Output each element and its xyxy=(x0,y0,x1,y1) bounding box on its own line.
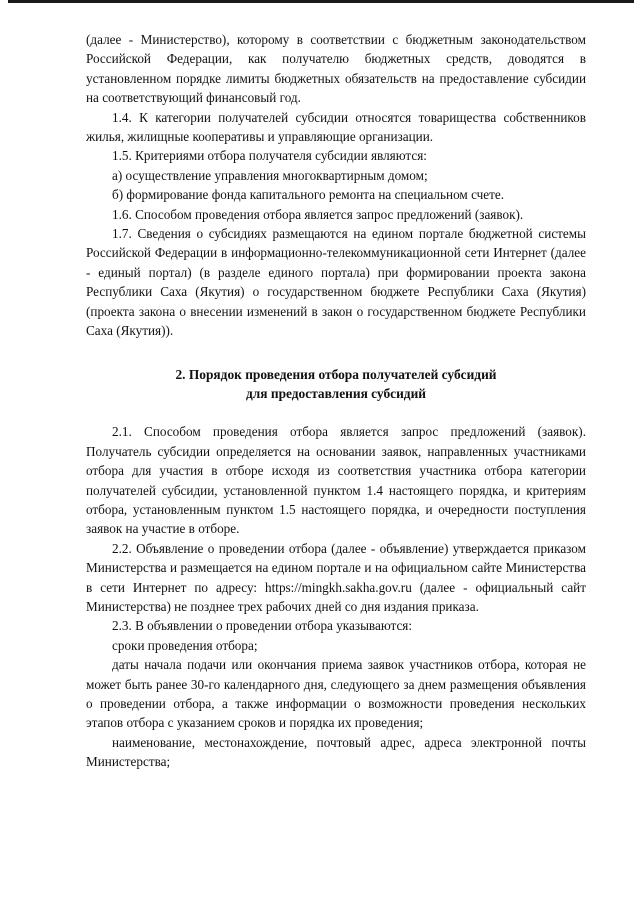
paragraph-1-5-a: а) осуществление управления многоквартирным домом; xyxy=(112,167,428,183)
section-2-heading xyxy=(86,365,586,404)
paragraph-1-7: 1.7. Сведения о субсидиях размещаются на едином портале бюджетной системы Российской Федерации в информационно-телекоммуникационной сети Интернет (далее - единый портал) (в разделе единого портала) при формировании проекта закона Республики Саха (Якутия) о государственном бюджете Республики Саха (Якутия) (проекта закона о внесении изменений в закон о государственном бюджете Республики Саха (Якутия)). xyxy=(86,226,586,339)
paragraph-2-3-dates: даты начала подачи или окончания приема заявок участников отбора, которая не может быть ранее 30-го календарного дня, следующего за днем размещения объявления о проведении отбора, а также информации о возможности проведения нескольких этапов отбора с указанием сроков и порядка их проведения; xyxy=(86,657,586,731)
section-2-title-line-2: для предоставления субсидий xyxy=(245,385,427,401)
paragraph-2-1: 2.1. Способом проведения отбора является запрос предложений (заявок). Получатель субсидии определяется на основании заявок, направленных участниками отбора для участия в отборе исходя из соответствия участника отбора категории получателей субсидии, установленной пунктом 1.4 настоящего порядка, и критериям отбора, установленным пунктом 1.5 настоящего порядка, и очередности поступления заявок на участие в отборе. xyxy=(86,424,586,537)
paragraph-2-2: 2.2. Объявление о проведении отбора (далее - объявление) утверждается приказом Министерства и размещается на едином портале и на официальном сайте Министерства в сети Интернет по адресу: https://mingkh.sakha.gov.ru (далее - официальный сайт Министерства) не позднее трех рабочих дней со дня издания приказа. xyxy=(86,540,586,614)
paragraph-2-3: 2.3. В объявлении о проведении отбора указываются: xyxy=(112,618,413,634)
paragraph-2-3-contacts: наименование, местонахождение, почтовый адрес, адреса электронной почты Министерства; xyxy=(86,734,586,770)
paragraph-ministry-continuation: (далее - Министерство), которому в соответствии с бюджетным законодательством Российской Федерации, как получателю бюджетных средств, доводятся в установленном порядке лимиты бюджетных обязательств на предоставление субсидии на соответствующий финансовый год. xyxy=(86,32,586,106)
paragraph-1-4: 1.4. К категории получателей субсидии относятся товарищества собственников жилья, жилищные кооперативы и управляющие организации. xyxy=(86,109,586,145)
paragraph-1-5: 1.5. Критериями отбора получателя субсидии являются: xyxy=(112,148,427,164)
document-page xyxy=(86,30,586,772)
section-2-title-line-1: 2. Порядок проведения отбора получателей субсидий xyxy=(175,366,497,382)
top-border-line xyxy=(8,0,634,3)
paragraph-1-5-b: б) формирование фонда капитального ремонта на специальном счете. xyxy=(112,187,505,203)
paragraph-2-3-terms: сроки проведения отбора; xyxy=(112,637,258,653)
paragraph-1-6: 1.6. Способом проведения отбора является запрос предложений (заявок). xyxy=(112,206,524,222)
